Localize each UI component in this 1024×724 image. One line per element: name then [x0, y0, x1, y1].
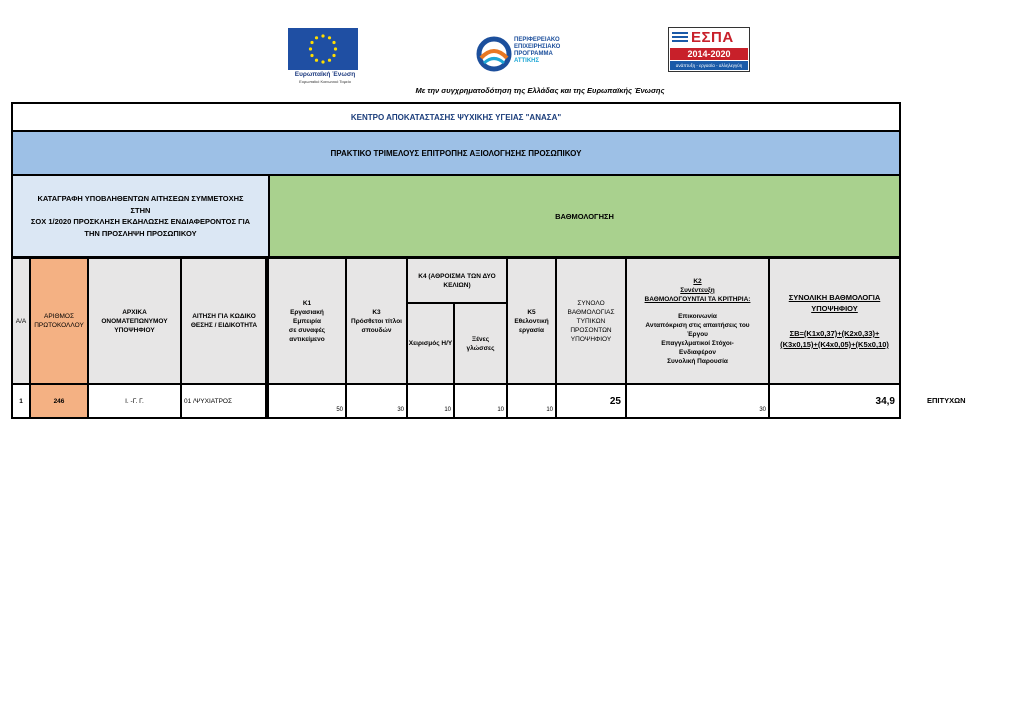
- header-aa: Α/Α: [11, 258, 30, 384]
- k2-criterion: Συνολική Παρουσία: [667, 357, 728, 365]
- k5-label: Εθελοντική εργασία: [514, 317, 549, 334]
- registry-line-2: ΣΤΗΝ: [130, 205, 151, 215]
- eu-subcaption: Ευρωπαϊκό Κοινωνικό Ταμείο: [299, 79, 351, 84]
- k1-code: Κ1: [302, 299, 312, 307]
- k1-line-1: Εργασιακή: [290, 308, 324, 316]
- espa-title: ΕΣΠΑ: [691, 29, 734, 46]
- registry-line-4: ΤΗΝ ΠΡΟΣΛΗΨΗ ΠΡΟΣΩΠΙΚΟΥ: [84, 228, 197, 238]
- header-k4b: Ξένες γλώσσες: [454, 303, 507, 384]
- k2-criterion: Ανταπόκριση στις απαιτήσεις του: [645, 321, 750, 329]
- pep-region: ΑΤΤΙΚΗΣ: [514, 58, 540, 64]
- pep-line-1: ΠΕΡΙΦΕΡΕΙΑΚΟ: [514, 37, 560, 43]
- row-initials: Ι. -Γ. Γ.: [88, 384, 181, 419]
- header-k2: [626, 258, 769, 384]
- header-typical-sum: ΣΥΝΟΛΟ ΒΑΘΜΟΛΟΓΙΑΣ ΤΥΠΙΚΩΝ ΠΡΟΣΟΝΤΩΝ ΥΠΟΨΗΦΙΟΥ: [556, 258, 626, 384]
- header-initials: ΑΡΧΙΚΑ ΟΝΟΜΑΤΕΠΩΝΥΜΟΥ ΥΠΟΨΗΦΙΟΥ: [88, 258, 181, 384]
- registry-line-1: ΚΑΤΑΓΡΑΦΗ ΥΠΟΒΛΗΘΕΝΤΩΝ ΑΙΤΗΣΕΩΝ ΣΥΜΜΕΤΟΧΗΣ: [37, 194, 244, 203]
- header-position: ΑΙΤΗΣΗ ΓΙΑ ΚΩΔΙΚΟ ΘΕΣΗΣ / ΕΙΔΙΚΟΤΗΤΑ: [181, 258, 267, 384]
- row-k2: 30: [626, 384, 769, 419]
- k2-title: Συνέντευξη: [680, 286, 715, 294]
- minutes-title: ΠΡΑΚΤΙΚΟ ΤΡΙΜΕΛΟΥΣ ΕΠΙΤΡΟΠΗΣ ΑΞΙΟΛΟΓΗΣΗΣ ΠΡΟΣΩΠΙΚΟΥ: [11, 132, 901, 176]
- header-total: [769, 258, 901, 384]
- header-protocol: ΑΡΙΘΜΟΣ ΠΡΩΤΟΚΟΛΛΟΥ: [30, 258, 88, 384]
- greek-flag-icon: [672, 32, 688, 44]
- k2-criterion: Έργου: [687, 330, 708, 338]
- total-formula: ΣΒ=(Κ1x0,37)+(Κ2x0,33)+(Κ3x0,15)+(Κ4x0,05)+(Κ5x0,10): [780, 329, 889, 349]
- row-total: 34,9: [769, 384, 901, 419]
- header-k3: [346, 258, 407, 384]
- k2-criterion: Επικοινωνία: [678, 312, 717, 320]
- row-aa: 1: [11, 384, 30, 419]
- k1-line-2: Εμπειρία: [292, 317, 321, 325]
- k2-criterion: Επαγγελματικοί Στόχοι-: [661, 339, 734, 347]
- header-k5: [507, 258, 556, 384]
- pep-swirl-icon: [476, 36, 512, 72]
- pep-line-2: ΕΠΙΧΕΙΡΗΣΙΑΚΟ: [514, 44, 561, 50]
- k3-label: Πρόσθετοι τίτλοι σπουδών: [351, 317, 402, 334]
- k5-code: Κ5: [527, 308, 536, 316]
- pep-attica-logo: [476, 34, 586, 74]
- k1-line-4: αντικείμενο: [289, 335, 325, 343]
- header-k4: Κ4 (ΑΘΡΟΙΣΜΑ ΤΩΝ ΔΥΟ ΚΕΛΙΩΝ): [407, 258, 507, 303]
- registry-line-3: ΣΟΧ 1/2020 ΠΡΟΣΚΛΗΣΗ ΕΚΔΗΛΩΣΗΣ ΕΝΔΙΑΦΕΡΟΝΤΟΣ ΓΙΑ: [30, 217, 251, 226]
- row-typical-sum: 25: [556, 384, 626, 419]
- k2-criterion: Ενδιαφέρον: [679, 348, 716, 356]
- row-k4a: 10: [407, 384, 454, 419]
- registry-title: [11, 176, 270, 258]
- espa-logo: [668, 27, 750, 72]
- row-k5: 10: [507, 384, 556, 419]
- total-title: ΣΥΝΟΛΙΚΗ ΒΑΘΜΟΛΟΓΙΑ ΥΠΟΨΗΦΙΟΥ: [788, 293, 881, 313]
- eu-caption: Ευρωπαϊκή Ένωση: [294, 71, 356, 78]
- k2-code: Κ2: [693, 277, 702, 285]
- header-k4a: Χειρισμός Η/Υ: [407, 303, 454, 384]
- k3-code: Κ3: [372, 308, 381, 316]
- k2-sub: ΒΑΘΜΟΛΟΓΟΥΝΤΑΙ ΤΑ ΚΡΙΤΗΡΙΑ:: [644, 295, 751, 303]
- k1-line-3: σε συναφές: [288, 326, 326, 334]
- row-position: 01 /ΨΥΧΙΑΤΡΟΣ: [181, 384, 267, 419]
- row-result: ΕΠΙΤΥΧΩΝ: [927, 396, 966, 405]
- espa-slogan: ανάπτυξη - εργασία - αλληλεγγύη: [670, 61, 748, 70]
- eu-stars-icon: [288, 28, 358, 70]
- row-protocol: 246: [30, 384, 88, 419]
- header-k1: [265, 258, 346, 384]
- center-title: ΚΕΝΤΡΟ ΑΠΟΚΑΤΑΣΤΑΣΗΣ ΨΥΧΙΚΗΣ ΥΓΕΙΑΣ "ΑΝΑΣΑ": [11, 102, 901, 132]
- row-k4b: 10: [454, 384, 507, 419]
- eu-flag-logo: [288, 28, 358, 70]
- row-k3: 30: [346, 384, 407, 419]
- cofunding-note: Με την συγχρηματοδότηση της Ελλάδας και της Ευρωπαϊκής Ένωσης: [415, 86, 665, 95]
- grading-title: ΒΑΘΜΟΛΟΓΗΣΗ: [270, 176, 901, 258]
- espa-years: 2014-2020: [670, 48, 748, 60]
- pep-line-3: ΠΡΟΓΡΑΜΜΑ: [514, 51, 553, 57]
- row-k1: 50: [265, 384, 346, 419]
